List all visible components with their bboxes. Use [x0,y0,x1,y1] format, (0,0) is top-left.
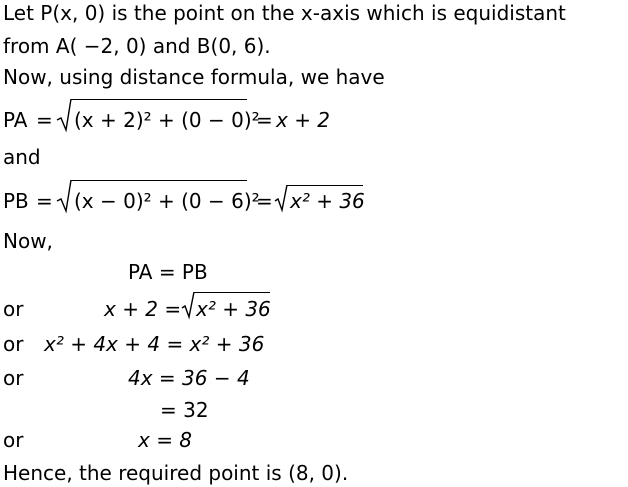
or-label: or [3,332,24,356]
step-pa-equals-pb: PA = PB [128,260,208,284]
pa-distance-expression: (x + 2)² + (0 − 0)² [74,108,260,132]
text-line-conclusion: Hence, the required point is (8, 0). [3,461,349,485]
pb-result: x² + 36 [290,189,365,213]
equals-sign: = [256,108,273,132]
equals-sign: = [36,189,53,213]
text-line-now: Now, [3,229,53,253]
pa-label: PA [3,108,28,132]
pa-result: x + 2 [276,108,331,132]
radical-bar [194,292,270,293]
or-label: or [3,297,24,321]
square-root-symbol [56,98,72,132]
step-root-expression: x² + 36 [196,297,271,321]
text-line-intro: Let P(x, 0) is the point on the x-axis which is equidistant [3,1,566,25]
or-label: or [3,428,24,452]
equals-sign: = [256,189,273,213]
text-line-formula-intro: Now, using distance formula, we have [3,65,385,89]
step-expanded-equation: x² + 4x + 4 = x² + 36 [44,332,265,356]
step-equals-32: = 32 [160,398,209,422]
text-line-points: from A( −2, 0) and B(0, 6). [3,34,271,58]
equals-sign: = [36,108,53,132]
square-root-symbol [274,184,288,212]
radical-bar [287,185,363,186]
radical-bar [71,180,247,181]
or-label: or [3,366,24,390]
square-root-symbol [181,291,195,319]
square-root-symbol [56,179,72,213]
pb-distance-expression: (x − 0)² + (0 − 6)² [74,189,260,213]
radical-bar [71,99,247,100]
step-x-plus-2: x + 2 = [104,297,182,321]
text-line-and: and [3,145,41,169]
pb-label: PB [3,189,29,213]
step-4x-equation: 4x = 36 − 4 [128,366,250,390]
step-x-equals-8: x = 8 [138,428,193,452]
